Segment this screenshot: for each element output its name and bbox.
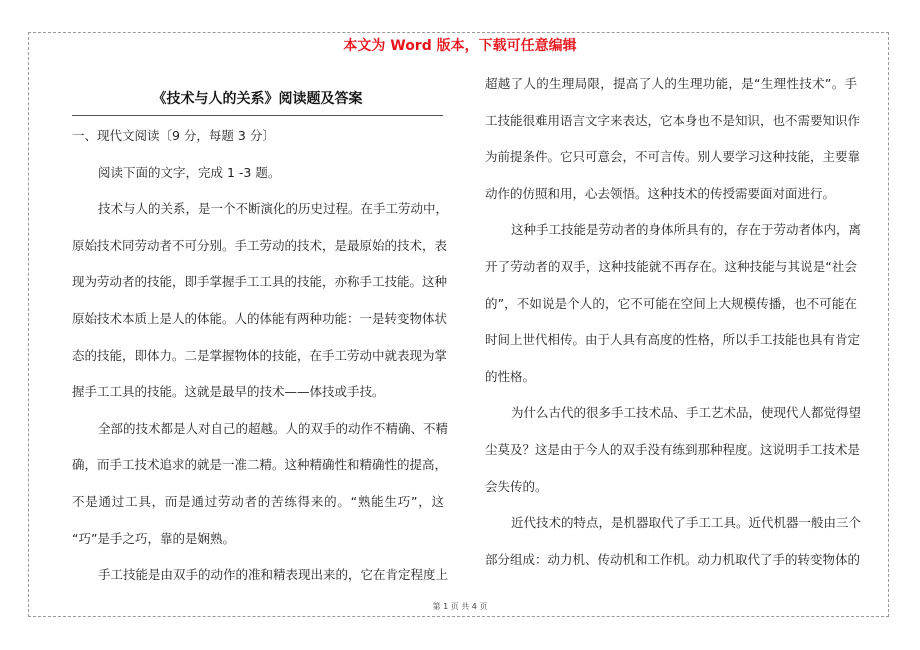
word-version-banner: 本文为 Word 版本，下载可任意编辑 — [343, 38, 577, 54]
text-line: 尘莫及？这是由于今人的双手没有练到那种程度。这说明手工技术是 — [485, 441, 861, 457]
text-line: 态的技能，即体力。二是掌握物体的技能，在手工劳动中就表现为掌 — [72, 347, 448, 363]
text-line: 近代技术的特点，是机器取代了手工工具。近代机器一般由三个 — [511, 515, 862, 531]
text-line: 原始技术同劳动者不可分别。手工劳动的技术，是最原始的技术，表 — [72, 237, 448, 253]
text-line: 全部的技术都是人对自己的超越。人的双手的动作不精确、不精 — [98, 420, 449, 436]
text-line: 一、现代文阅读〔9 分，每题 3 分〕 — [72, 128, 275, 143]
text-line: “巧”是手之巧，靠的是娴熟。 — [72, 530, 235, 546]
text-line: 时间上世代相传。由于人具有高度的性格，所以手工技能也具有肯定 — [485, 332, 861, 348]
text-line: 部分组成：动力机、传动机和工作机。动力机取代了手的转变物体的 — [485, 551, 861, 567]
text-line: 不是通过工具，而是通过劳动者的苦练得来的。“熟能生巧”，这 — [72, 493, 444, 509]
document-title: 《技术与人的关系》阅读题及答案 — [152, 91, 363, 107]
right-column — [485, 76, 862, 588]
text-line: 的性格。 — [485, 368, 536, 384]
text-line: 原始技术本质上是人的体能。人的体能有两种功能：一是转变物体状 — [72, 310, 448, 326]
text-line: 超越了人的生理局限，提高了人的生理功能，是“生理性技术”。手 — [485, 76, 857, 91]
text-line: 开了劳动者的双手，这种技能就不再存在。这种技能与其说是“社会 — [485, 258, 857, 274]
text-line: 技术与人的关系，是一个不断演化的历史过程。在手工劳动中， — [98, 201, 449, 217]
text-line: 手工技能是由双手的动作的准和精表现出来的，它在肯定程度上 — [98, 567, 449, 583]
text-line: 握手工工具的技能。这就是最早的技术——体技或手技。 — [72, 384, 385, 400]
left-column — [72, 128, 449, 604]
text-line: 为什么古代的很多手工技术品、手工艺术品，使现代人都觉得望 — [511, 405, 862, 421]
text-line: 会失传的。 — [485, 478, 548, 494]
text-line: 为前提条件。它只可意会，不可言传。别人要学习这种技能，主要靠 — [485, 149, 861, 165]
text-line: 阅读下面的文字，完成 1 -3 题。 — [98, 164, 281, 180]
title-divider — [72, 115, 443, 116]
text-line: 现为劳动者的技能，即手掌握手工工具的技能，亦称手工技能。这种 — [72, 274, 448, 290]
text-line: 动作的仿照和用，心去领悟。这种技术的传授需要面对面进行。 — [485, 185, 836, 201]
text-line: 工技能很难用语言文字来表达，它本身也不是知识，也不需要知识作 — [485, 112, 861, 128]
text-line: 的”，不如说是个人的，它不可能在空间上大规模传播，也不可能在 — [485, 295, 857, 311]
page-number-footer: 第 1 页 共 4 页 — [432, 602, 488, 611]
text-line: 这种手工技能是劳动者的身体所具有的，存在于劳动者体内，离 — [511, 222, 862, 238]
text-line: 确，而手工技术追求的就是一准二精。这种精确性和精确性的提高， — [72, 457, 448, 473]
